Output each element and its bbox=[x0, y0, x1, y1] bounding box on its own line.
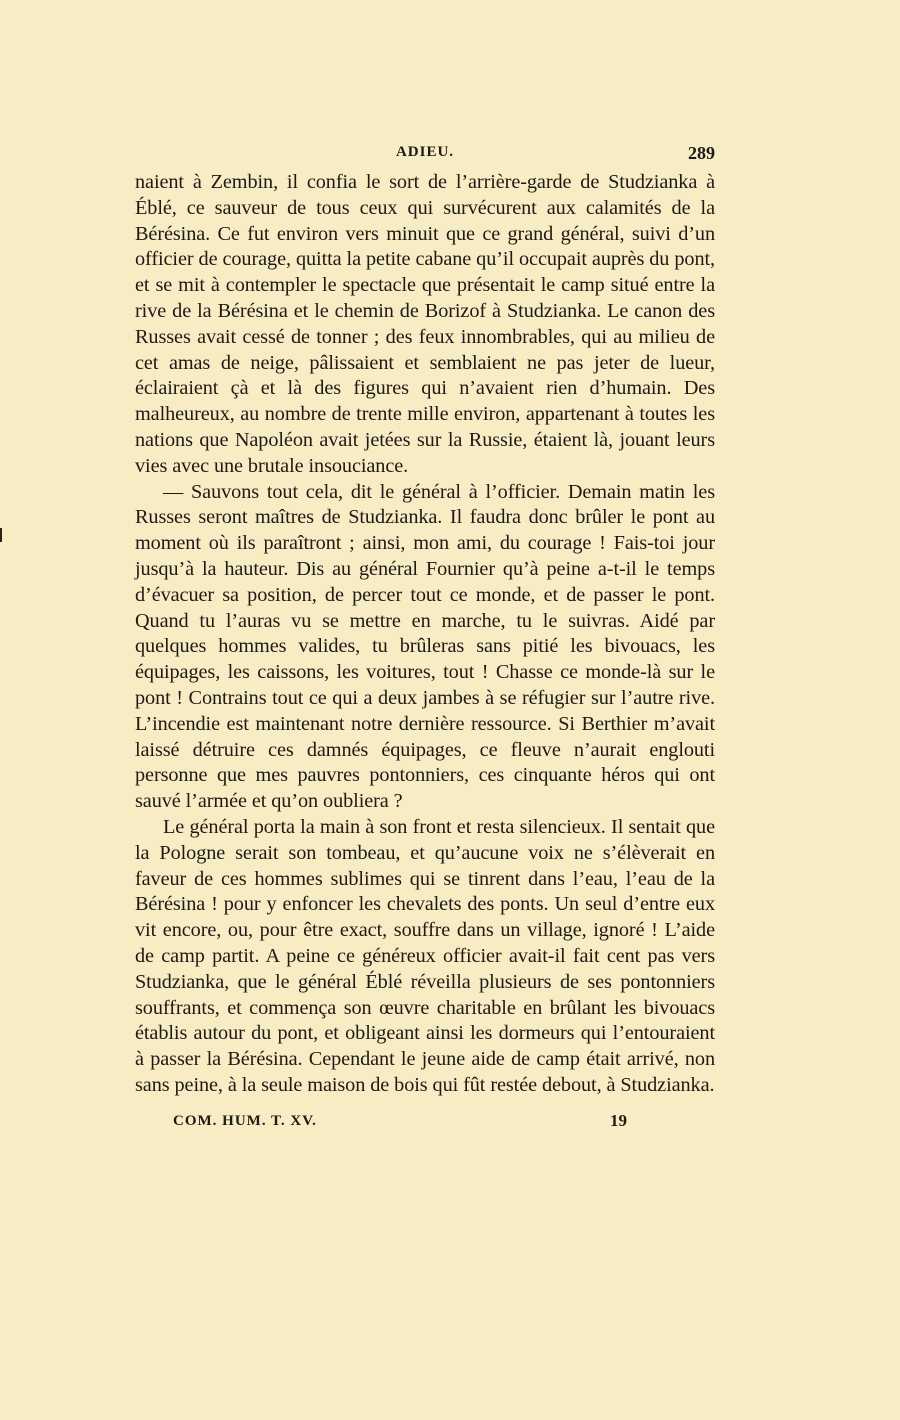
paragraph-1: naient à Zembin, il confia le sort de l’arrière-garde de Studzianka à Éblé, ce sauveur de tous ceux qui survécurent aux calamités de la Bérésina. Ce fut environ vers minuit que ce grand général, suivi d’un officier de courage, quitta la petite cabane qu’il occupait auprès du pont, et se mit à contempler le spectacle que présentait le camp situé entre la rive de la Bérésina et le chemin de Borizof à Studzianka. Le canon des Russes avait cessé de tonner ; des feux innombrables, qui au milieu de cet amas de neige, pâlissaient et semblaient ne pas jeter de lueur, éclairaient çà et là des figures qui n’avaient rien d’humain. Des malheureux, au nombre de trente mille environ, appartenant à toutes les nations que Napoléon avait jetées sur la Russie, étaient là, jouant leurs vies avec une brutale insouciance. bbox=[135, 171, 715, 477]
book-page bbox=[135, 138, 715, 1139]
page-footer bbox=[135, 1109, 715, 1139]
paragraph-3: Le général porta la main à son front et resta silencieux. Il sentait que la Pologne serait son tombeau, et qu’aucune voix ne s’élèverait en faveur de ces hommes sublimes qui se tinrent dans l’eau, l’eau de la Bérésina ! pour y enfoncer les chevalets des ponts. Un seul d’entre eux vit encore, ou, pour être exact, souffre dans un village, ignoré ! L’aide de camp partit. A peine ce généreux officier avait-il fait cent pas vers Studzianka, que le général Éblé réveilla plusieurs de ses pontonniers souffrants, et commença son œuvre charitable en brûlant les bivouacs établis autour du pont, et obligeant ainsi les dormeurs qui l’entouraient à passer la Bérésina. Cependant le jeune aide de camp était arrivé, non sans peine, à la seule maison de bois qui fût restée debout, à Studzianka. bbox=[135, 815, 715, 1096]
paragraph-2: — Sauvons tout cela, dit le général à l’officier. Demain matin les Russes seront maîtres de Studzianka. Il faudra donc brûler le pont au moment où ils paraîtront ; ainsi, mon ami, du courage ! Fais-toi jour jusqu’à la hauteur. Dis au général Fournier qu’à peine a-t-il le temps d’évacuer sa position, de percer tout ce monde, et de passer le pont. Quand tu l’auras vu se mettre en marche, tu le suivras. Aidé par quelques hommes valides, tu brûleras sans pitié les bivouacs, les équipages, les caissons, les voitures, tout ! Chasse ce monde-là sur le pont ! Contrains tout ce qui a deux jambes à se réfugier sur l’autre rive. L’incendie est maintenant notre dernière ressource. Si Berthier m’avait laissé détruire ces damnés équipages, ce fleuve n’aurait englouti personne que mes pauvres pontonniers, ces cinquante héros qui ont sauvé l’armée et qu’on oubliera ? bbox=[135, 480, 715, 813]
margin-mark bbox=[0, 528, 2, 542]
page-number: 289 bbox=[688, 143, 715, 163]
body-text bbox=[135, 170, 715, 1099]
running-head bbox=[135, 138, 715, 170]
sheet-number: 19 bbox=[610, 1110, 627, 1130]
signature-mark: COM. HUM. T. XV. bbox=[173, 1112, 317, 1129]
running-head-title: ADIEU. bbox=[395, 144, 455, 160]
